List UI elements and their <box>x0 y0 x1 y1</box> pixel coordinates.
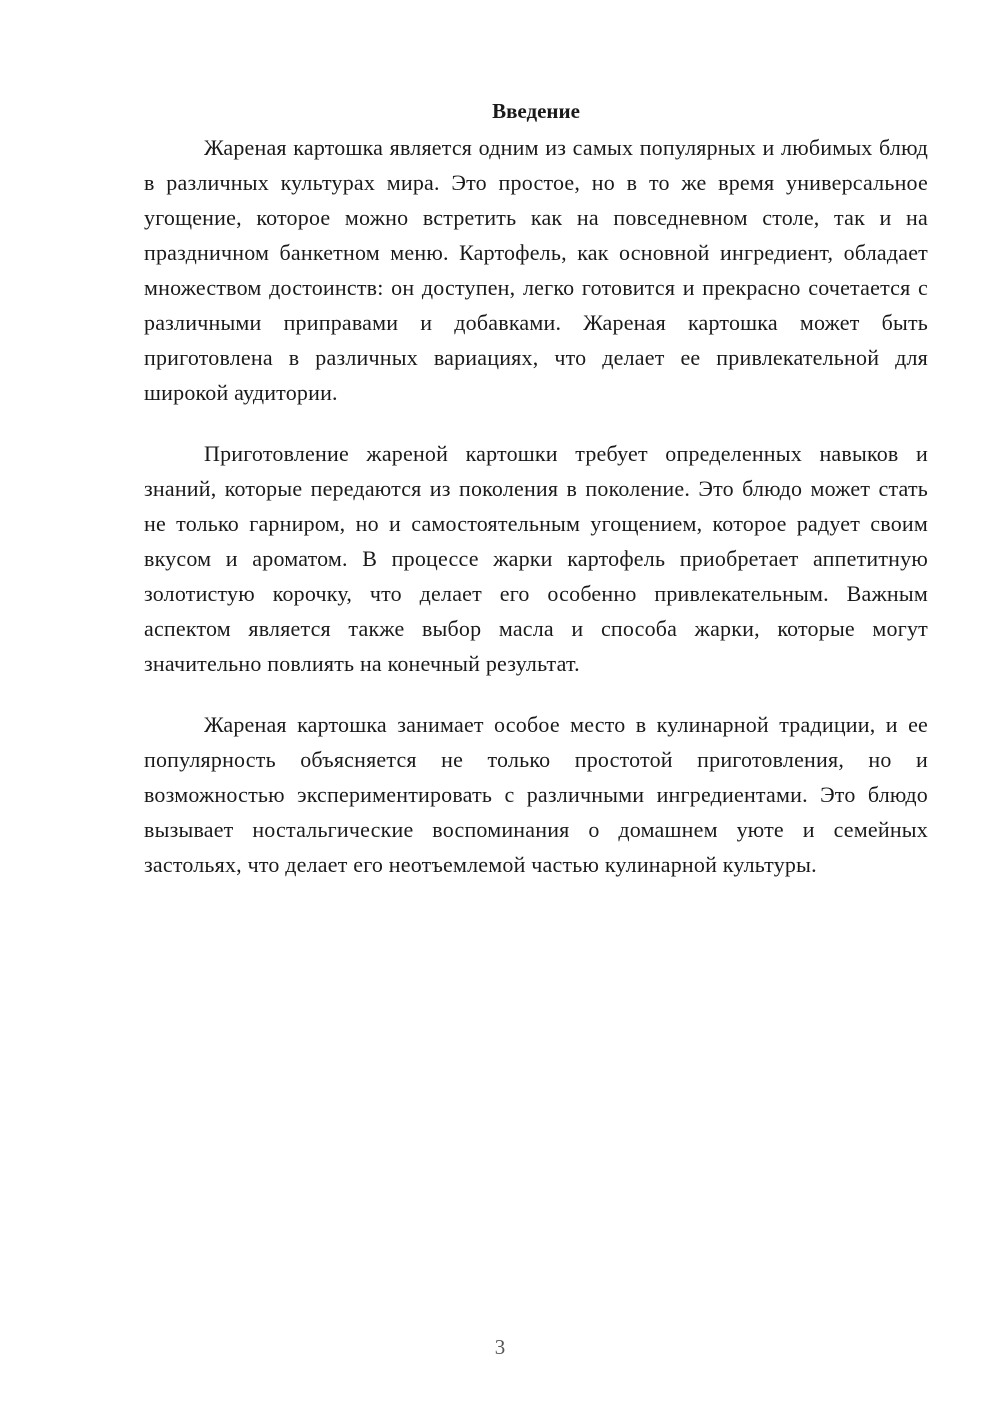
paragraph-2: Приготовление жареной картошки требует определенных навыков и знаний, которые передаются из поколения в поколение. Это блюдо может стать не только гарниром, но и самостоятельным угощением, которое радует своим вкусом и ароматом. В процессе жарки картофель приобретает аппетитную золотистую корочку, что делает его особенно привлекательным. Важным аспектом является также выбор масла и способа жарки, которые могут значительно повлиять на конечный результат. <box>144 441 928 676</box>
paragraph-1: Жареная картошка является одним из самых популярных и любимых блюд в различных культурах мира. Это простое, но в то же время универсальное угощение, которое можно встретить как на повседневном столе, так и на праздничном банкетном меню. Картофель, как основной ингредиент, обладает множеством достоинств: он доступен, легко готовится и прекрасно сочетается с различными приправами и добавками. Жареная картошка может быть приготовлена в различных вариациях, что делает ее привлекательной для широкой аудитории. <box>144 135 928 405</box>
paragraph-3: Жареная картошка занимает особое место в кулинарной традиции, и ее популярность объясняется не только простотой приготовления, но и возможностью экспериментировать с различными ингредиентами. Это блюдо вызывает ностальгические воспоминания о домашнем уюте и семейных застольях, что делает его неотъемлемой частью кулинарной культуры. <box>144 712 928 877</box>
page-number: 3 <box>494 1335 506 1359</box>
section-heading: Введение <box>492 99 580 123</box>
page-content <box>144 96 928 908</box>
